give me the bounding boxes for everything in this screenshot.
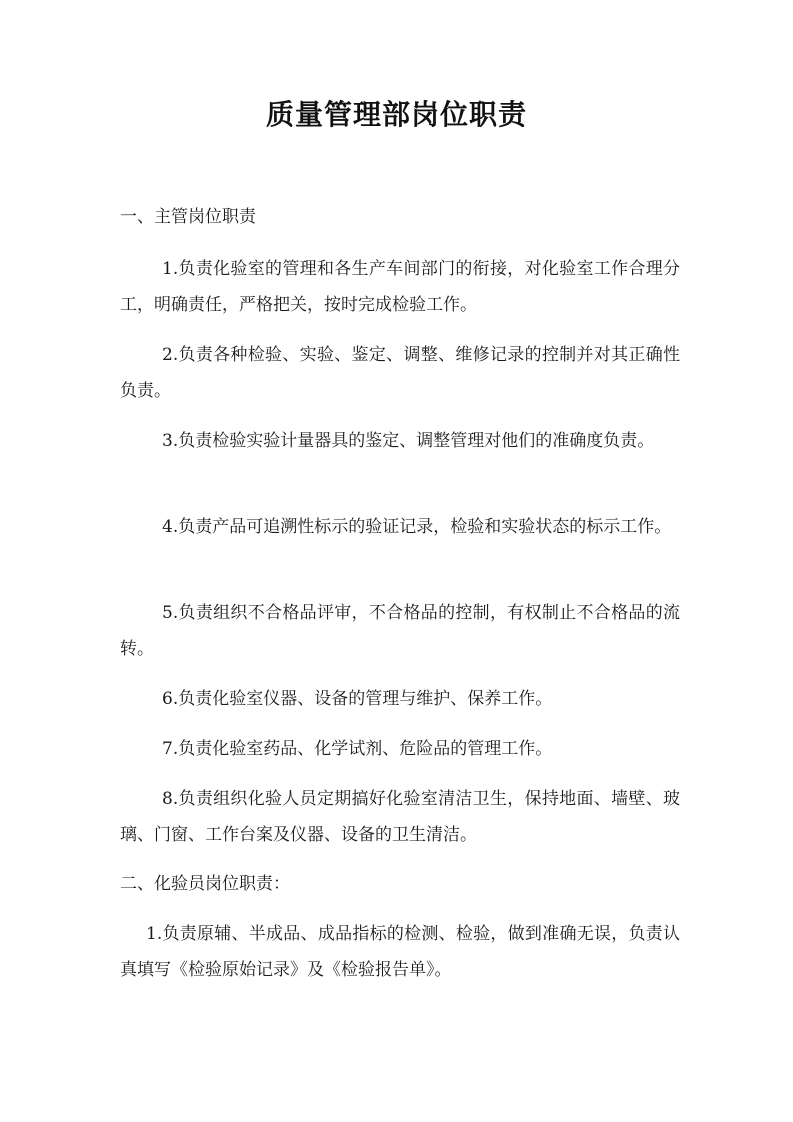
section-heading-supervisor: 一、主管岗位职责 (120, 207, 256, 227)
section-heading-lab-technician: 二、化验员岗位职责： (120, 874, 290, 894)
paragraph-item-5: 5.负责组织不合格品评审，不合格品的控制，有权制止不合格品的流转。 (120, 603, 680, 659)
paragraph-technician-item-1: 1.负责原辅、半成品、成品指标的检测、检验，做到准确无误，负责认真填写《检验原始记录》及《检验报告单》。 (120, 924, 680, 980)
paragraph-item-6: 6.负责化验室仪器、设备的管理与维护、保养工作。 (162, 689, 553, 709)
paragraph-item-7: 7.负责化验室药品、化学试剂、危险品的管理工作。 (162, 739, 553, 759)
paragraph-item-2: 2.负责各种检验、实验、鉴定、调整、维修记录的控制并对其正确性负责。 (120, 345, 680, 401)
paragraph-item-4: 4.负责产品可追溯性标示的验证记录，检验和实验状态的标示工作。 (162, 517, 672, 537)
document-title: 质量管理部岗位职责 (265, 98, 527, 131)
paragraph-item-1: 1.负责化验室的管理和各生产车间部门的衔接，对化验室工作合理分工，明确责任，严格把关，按时完成检验工作。 (120, 259, 680, 315)
paragraph-item-8: 8.负责组织化验人员定期搞好化验室清洁卫生，保持地面、墙壁、玻璃、门窗、工作台案及仪器、设备的卫生清洁。 (120, 789, 680, 845)
paragraph-item-3: 3.负责检验实验计量器具的鉴定、调整管理对他们的准确度负责。 (162, 431, 655, 451)
